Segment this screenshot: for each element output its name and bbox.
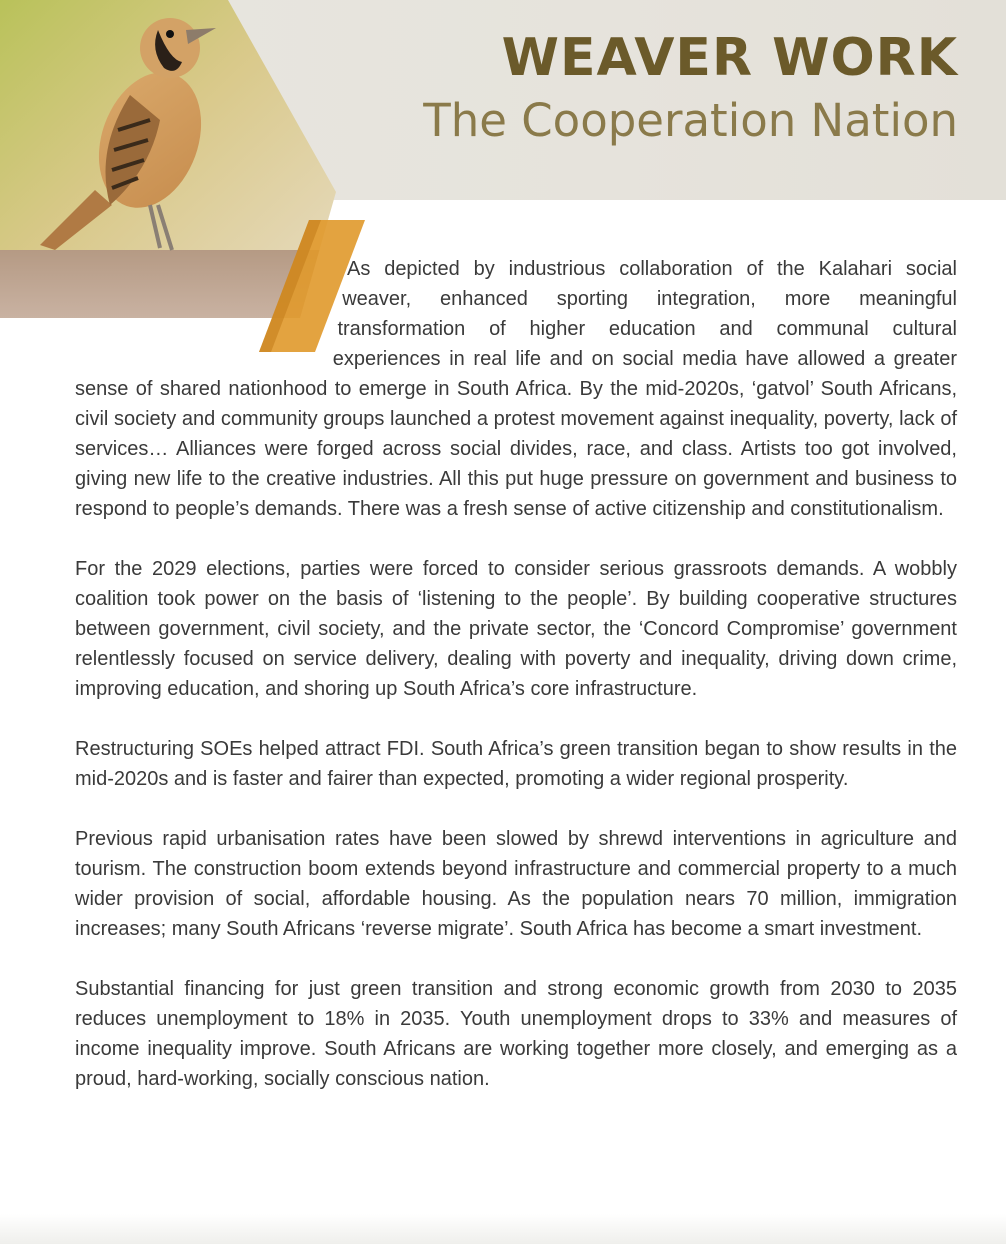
photo-wrap-spacer xyxy=(75,254,347,374)
bottom-fade xyxy=(0,1214,1006,1244)
paragraph-5: Substantial financing for just green transition and strong economic growth from 2030 to 2035 reduces unemployment to 18% in 2035. Youth unemployment drops to 33% and measures of income inequality improve. South Africans are working together more closely, and emerging as a proud, hard-working, socially conscious nation. xyxy=(75,978,957,1090)
page-title: WEAVER WORK xyxy=(501,28,958,88)
article-body xyxy=(75,254,957,1124)
page-subtitle: The Cooperation Nation xyxy=(423,94,958,147)
paragraph-1: As depicted by industrious collaboration of the Kalahari social weaver, enhanced sporting integration, more meaningful transformation of higher education and communal cultural experiences in real life and on social media have allowed a greater sense of shared nationhood to emerge in South Africa. By the mid-2020s, ‘gatvol’ South Africans, civil society and community groups launched a protest movement against inequality, poverty, lack of services… Alliances were forged across social divides, race, and class. Artists too got involved, giving new life to the creative industries. All this put huge pressure on government and business to respond to people’s demands. There was a fresh sense of active citizenship and constitutionalism. xyxy=(75,258,957,520)
paragraph-4: Previous rapid urbanisation rates have been slowed by shrewd interventions in agriculture and tourism. The construction boom extends beyond infrastructure and commercial property to a much wider provision of social, affordable housing. As the population nears 70 million, immigration increases; many South Africans ‘reverse migrate’. South Africa has become a smart investment. xyxy=(75,828,957,940)
paragraph-2: For the 2029 elections, parties were forced to consider serious grassroots demands. A wobbly coalition took power on the basis of ‘listening to the people’. By building cooperative structures between government, civil society, and the private sector, the ‘Concord Compromise’ government relentlessly focused on service delivery, dealing with poverty and inequality, driving down crime, improving education, and shoring up South Africa’s core infrastructure. xyxy=(75,558,957,700)
paragraph-3: Restructuring SOEs helped attract FDI. South Africa’s green transition began to show results in the mid-2020s and is faster and fairer than expected, promoting a wider regional prosperity. xyxy=(75,738,957,790)
